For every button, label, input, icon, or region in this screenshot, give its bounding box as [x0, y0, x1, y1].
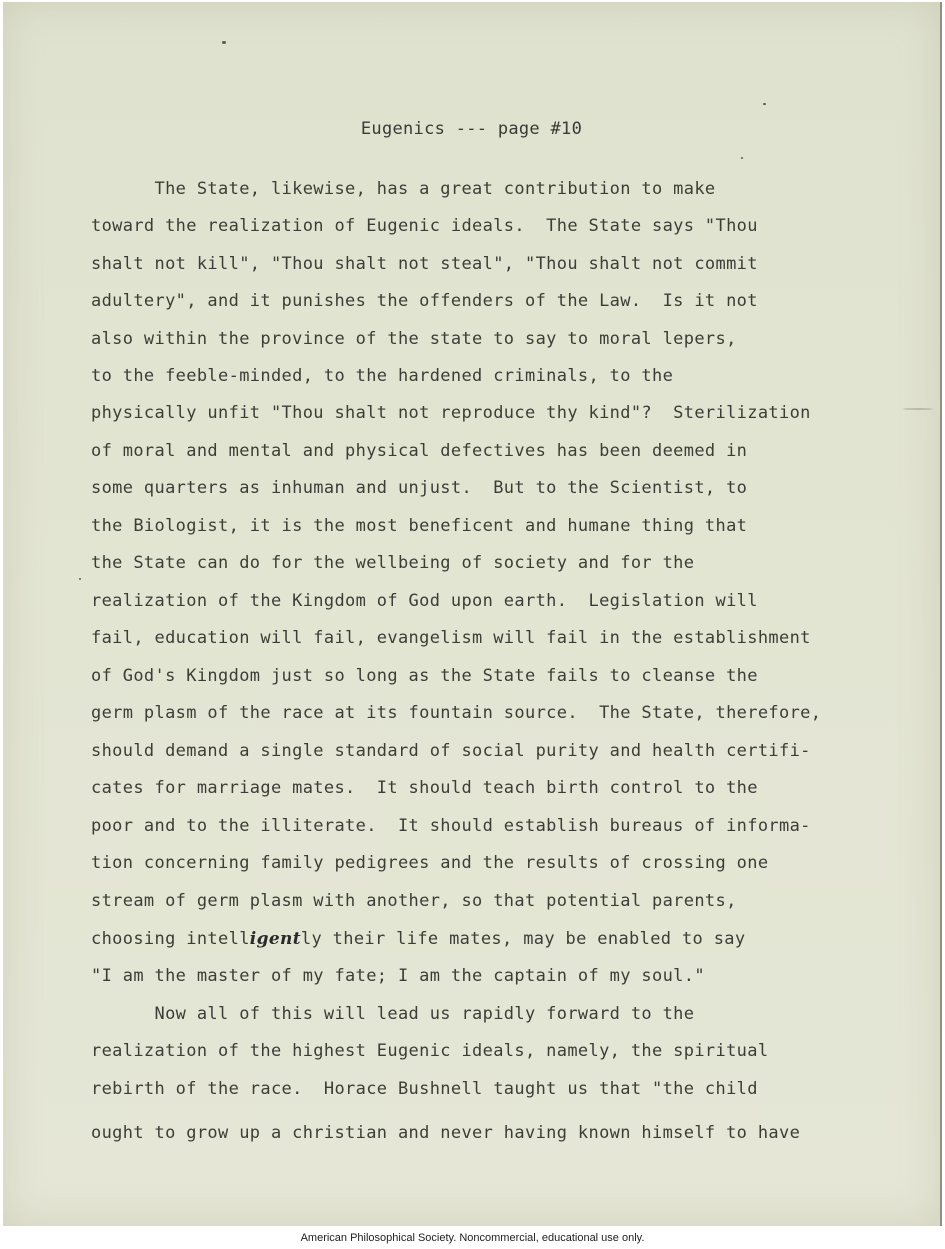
text-line: should demand a single standard of social purity and health certifi-	[91, 741, 811, 761]
text-line: adultery", and it punishes the offenders of the Law. Is it not	[91, 291, 758, 311]
text-line: The State, likewise, has a great contribution to make	[91, 179, 716, 199]
handwritten-correction: igent	[249, 929, 301, 949]
text-line-handwritten-correction	[91, 929, 745, 949]
text-line: cates for marriage mates. It should teach birth control to the	[91, 778, 758, 798]
document-page	[3, 2, 942, 1226]
text-line: the State can do for the wellbeing of society and for the	[91, 553, 695, 573]
text-segment: ly their life mates, may be enabled to say	[300, 929, 746, 949]
paper-smudge	[903, 408, 933, 410]
paper-speck	[222, 41, 226, 44]
text-segment: choosing intell	[91, 929, 250, 949]
text-line: realization of the highest Eugenic ideals, namely, the spiritual	[91, 1041, 769, 1061]
text-line: fail, education will fail, evangelism will fail in the establishment	[91, 628, 811, 648]
paper-speck	[763, 103, 766, 105]
text-line: some quarters as inhuman and unjust. But to the Scientist, to	[91, 478, 748, 498]
paper-speck	[741, 157, 743, 159]
text-line: ought to grow up a christian and never having known himself to have	[91, 1123, 801, 1143]
text-line: tion concerning family pedigrees and the results of crossing one	[91, 853, 769, 873]
text-line: of moral and mental and physical defectives has been deemed in	[91, 441, 748, 461]
text-line: germ plasm of the race at its fountain source. The State, therefore,	[91, 703, 822, 723]
text-line: realization of the Kingdom of God upon earth. Legislation will	[91, 591, 758, 611]
text-line: poor and to the illiterate. It should establish bureaus of informa-	[91, 816, 811, 836]
text-line: the Biologist, it is the most beneficent and humane thing that	[91, 516, 748, 536]
text-line: shalt not kill", "Thou shalt not steal", "Thou shalt not commit	[91, 254, 758, 274]
text-line: Now all of this will lead us rapidly forward to the	[91, 1004, 695, 1024]
text-line: also within the province of the state to say to moral lepers,	[91, 329, 737, 349]
page-header: Eugenics --- page #10	[360, 119, 583, 139]
archive-caption: American Philosophical Society. Noncommercial, educational use only.	[300, 1232, 645, 1244]
text-line: toward the realization of Eugenic ideals. The State says "Thou	[91, 216, 758, 236]
text-line: "I am the master of my fate; I am the captain of my soul."	[91, 966, 705, 986]
paper-speck	[79, 578, 81, 580]
text-line: physically unfit "Thou shalt not reproduce thy kind"? Sterilization	[91, 403, 811, 423]
text-line: to the feeble-minded, to the hardened criminals, to the	[91, 366, 674, 386]
text-line: of God's Kingdom just so long as the State fails to cleanse the	[91, 666, 758, 686]
text-line: stream of germ plasm with another, so that potential parents,	[91, 891, 737, 911]
text-line: rebirth of the race. Horace Bushnell taught us that "the child	[91, 1079, 758, 1099]
